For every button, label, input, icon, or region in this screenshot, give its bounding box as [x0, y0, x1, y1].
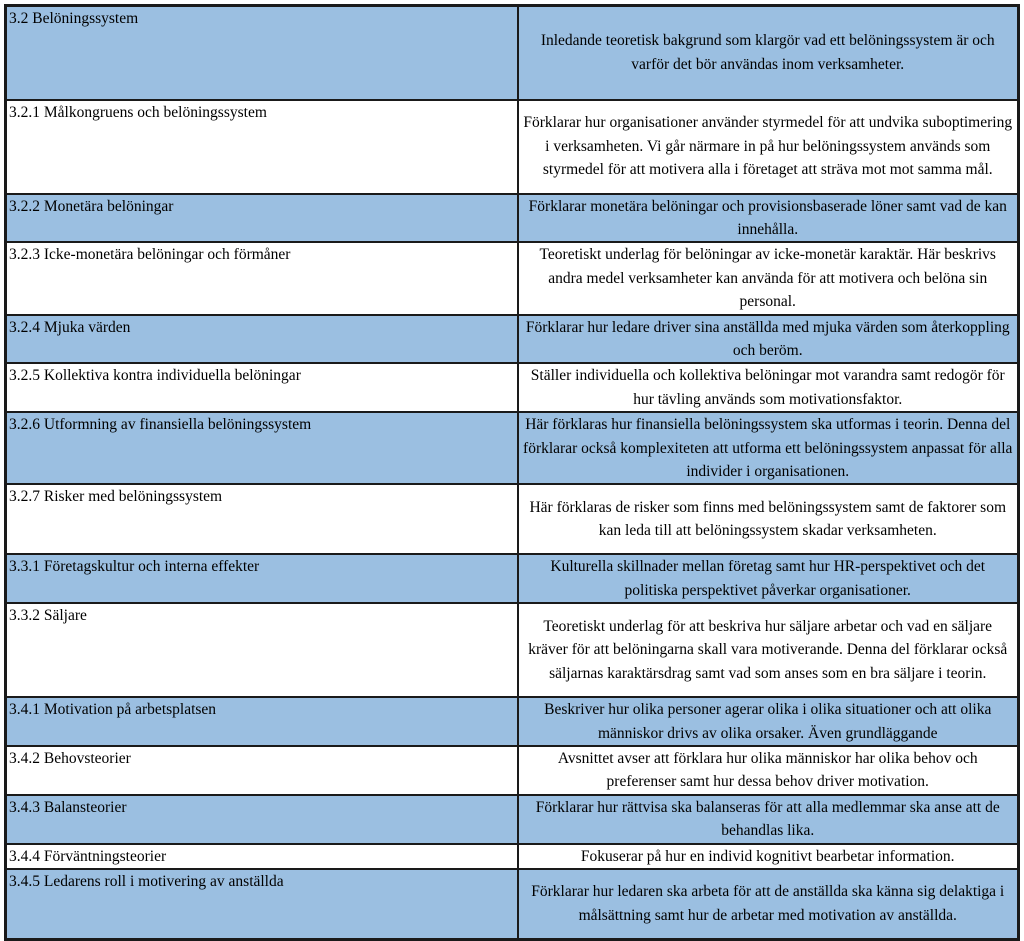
section-cell: 3.2.3 Icke-monetära belöningar och förmåner: [6, 242, 518, 314]
section-cell: 3.4.5 Ledarens roll i motivering av anställda: [6, 869, 518, 939]
section-cell: 3.4.3 Balansteorier: [6, 795, 518, 844]
chapter-overview-table: [4, 4, 1020, 941]
table-row: [6, 100, 1019, 194]
section-cell: 3.2.5 Kollektiva kontra individuella belöningar: [6, 363, 518, 412]
section-cell: 3.2.4 Mjuka värden: [6, 315, 518, 364]
description-cell: Förklarar hur organisationer använder styrmedel för att undvika suboptimering i verksamheten. Vi går närmare in på hur belöningssystem används som styrmedel för att motivera alla i företaget att sträva mot mot samma mål.: [518, 100, 1019, 194]
description-cell: Kulturella skillnader mellan företag samt hur HR-perspektivet och det politiska perspektivet påverkar organisationer.: [518, 554, 1019, 603]
description-cell: Teoretiskt underlag för att beskriva hur säljare arbetar och vad en säljare kräver för att belöningarna skall vara motiverande. Denna del förklarar också säljarnas karaktärsdrag samt vad som anses som en bra säljare i teorin.: [518, 603, 1019, 697]
description-cell: Beskriver hur olika personer agerar olika i olika situationer och att olika människor drivs av olika orsaker. Även grundläggande: [518, 697, 1019, 746]
section-cell: 3.2 Belöningssystem: [6, 6, 518, 100]
description-cell: Här förklaras de risker som finns med belöningssystem samt de faktorer som kan leda till att belöningssystem skadar verksamheten.: [518, 484, 1019, 554]
description-cell: Fokuserar på hur en individ kognitivt bearbetar information.: [518, 844, 1019, 869]
description-cell: Förklarar hur ledare driver sina anställda med mjuka värden som återkoppling och beröm.: [518, 315, 1019, 364]
section-cell: 3.4.1 Motivation på arbetsplatsen: [6, 697, 518, 746]
description-cell: Förklarar hur ledaren ska arbeta för att de anställda ska känna sig delaktiga i målsättning samt hur de arbetar med motivation av anställda.: [518, 869, 1019, 939]
table-row: [6, 194, 1019, 243]
section-cell: 3.2.2 Monetära belöningar: [6, 194, 518, 243]
table-row: [6, 554, 1019, 603]
section-cell: 3.3.2 Säljare: [6, 603, 518, 697]
section-cell: 3.4.2 Behovsteorier: [6, 746, 518, 795]
description-cell: Inledande teoretisk bakgrund som klargör vad ett belöningssystem är och varför det bör användas inom verksamheter.: [518, 6, 1019, 100]
table-row: [6, 697, 1019, 746]
description-cell: Förklarar monetära belöningar och provisionsbaserade löner samt vad de kan innehålla.: [518, 194, 1019, 243]
table-row: [6, 6, 1019, 100]
description-cell: Ställer individuella och kollektiva belöningar mot varandra samt redogör för hur tävling används som motivationsfaktor.: [518, 363, 1019, 412]
table-row: [6, 412, 1019, 484]
section-cell: 3.3.1 Företagskultur och interna effekter: [6, 554, 518, 603]
section-cell: 3.2.6 Utformning av finansiella belöningssystem: [6, 412, 518, 484]
table-row: [6, 363, 1019, 412]
description-cell: Förklarar hur rättvisa ska balanseras för att alla medlemmar ska anse att de behandlas lika.: [518, 795, 1019, 844]
section-cell: 3.2.7 Risker med belöningssystem: [6, 484, 518, 554]
table-row: [6, 315, 1019, 364]
table-row: [6, 869, 1019, 939]
table-row: [6, 603, 1019, 697]
section-cell: 3.4.4 Förväntningsteorier: [6, 844, 518, 869]
table-row: [6, 795, 1019, 844]
table-row: [6, 746, 1019, 795]
description-cell: Här förklaras hur finansiella belöningssystem ska utformas i teorin. Denna del förklarar också komplexiteten att utforma ett belöningssystem anpassat för alla individer i organisationen.: [518, 412, 1019, 484]
table-row: [6, 242, 1019, 314]
section-cell: 3.2.1 Målkongruens och belöningssystem: [6, 100, 518, 194]
description-cell: Avsnittet avser att förklara hur olika människor har olika behov och preferenser samt hur dessa behov driver motivation.: [518, 746, 1019, 795]
table-row: [6, 484, 1019, 554]
table-container: [4, 4, 1020, 941]
table-row: [6, 844, 1019, 869]
description-cell: Teoretiskt underlag för belöningar av icke-monetär karaktär. Här beskrivs andra medel verksamheter kan använda för att motivera och belöna sin personal.: [518, 242, 1019, 314]
